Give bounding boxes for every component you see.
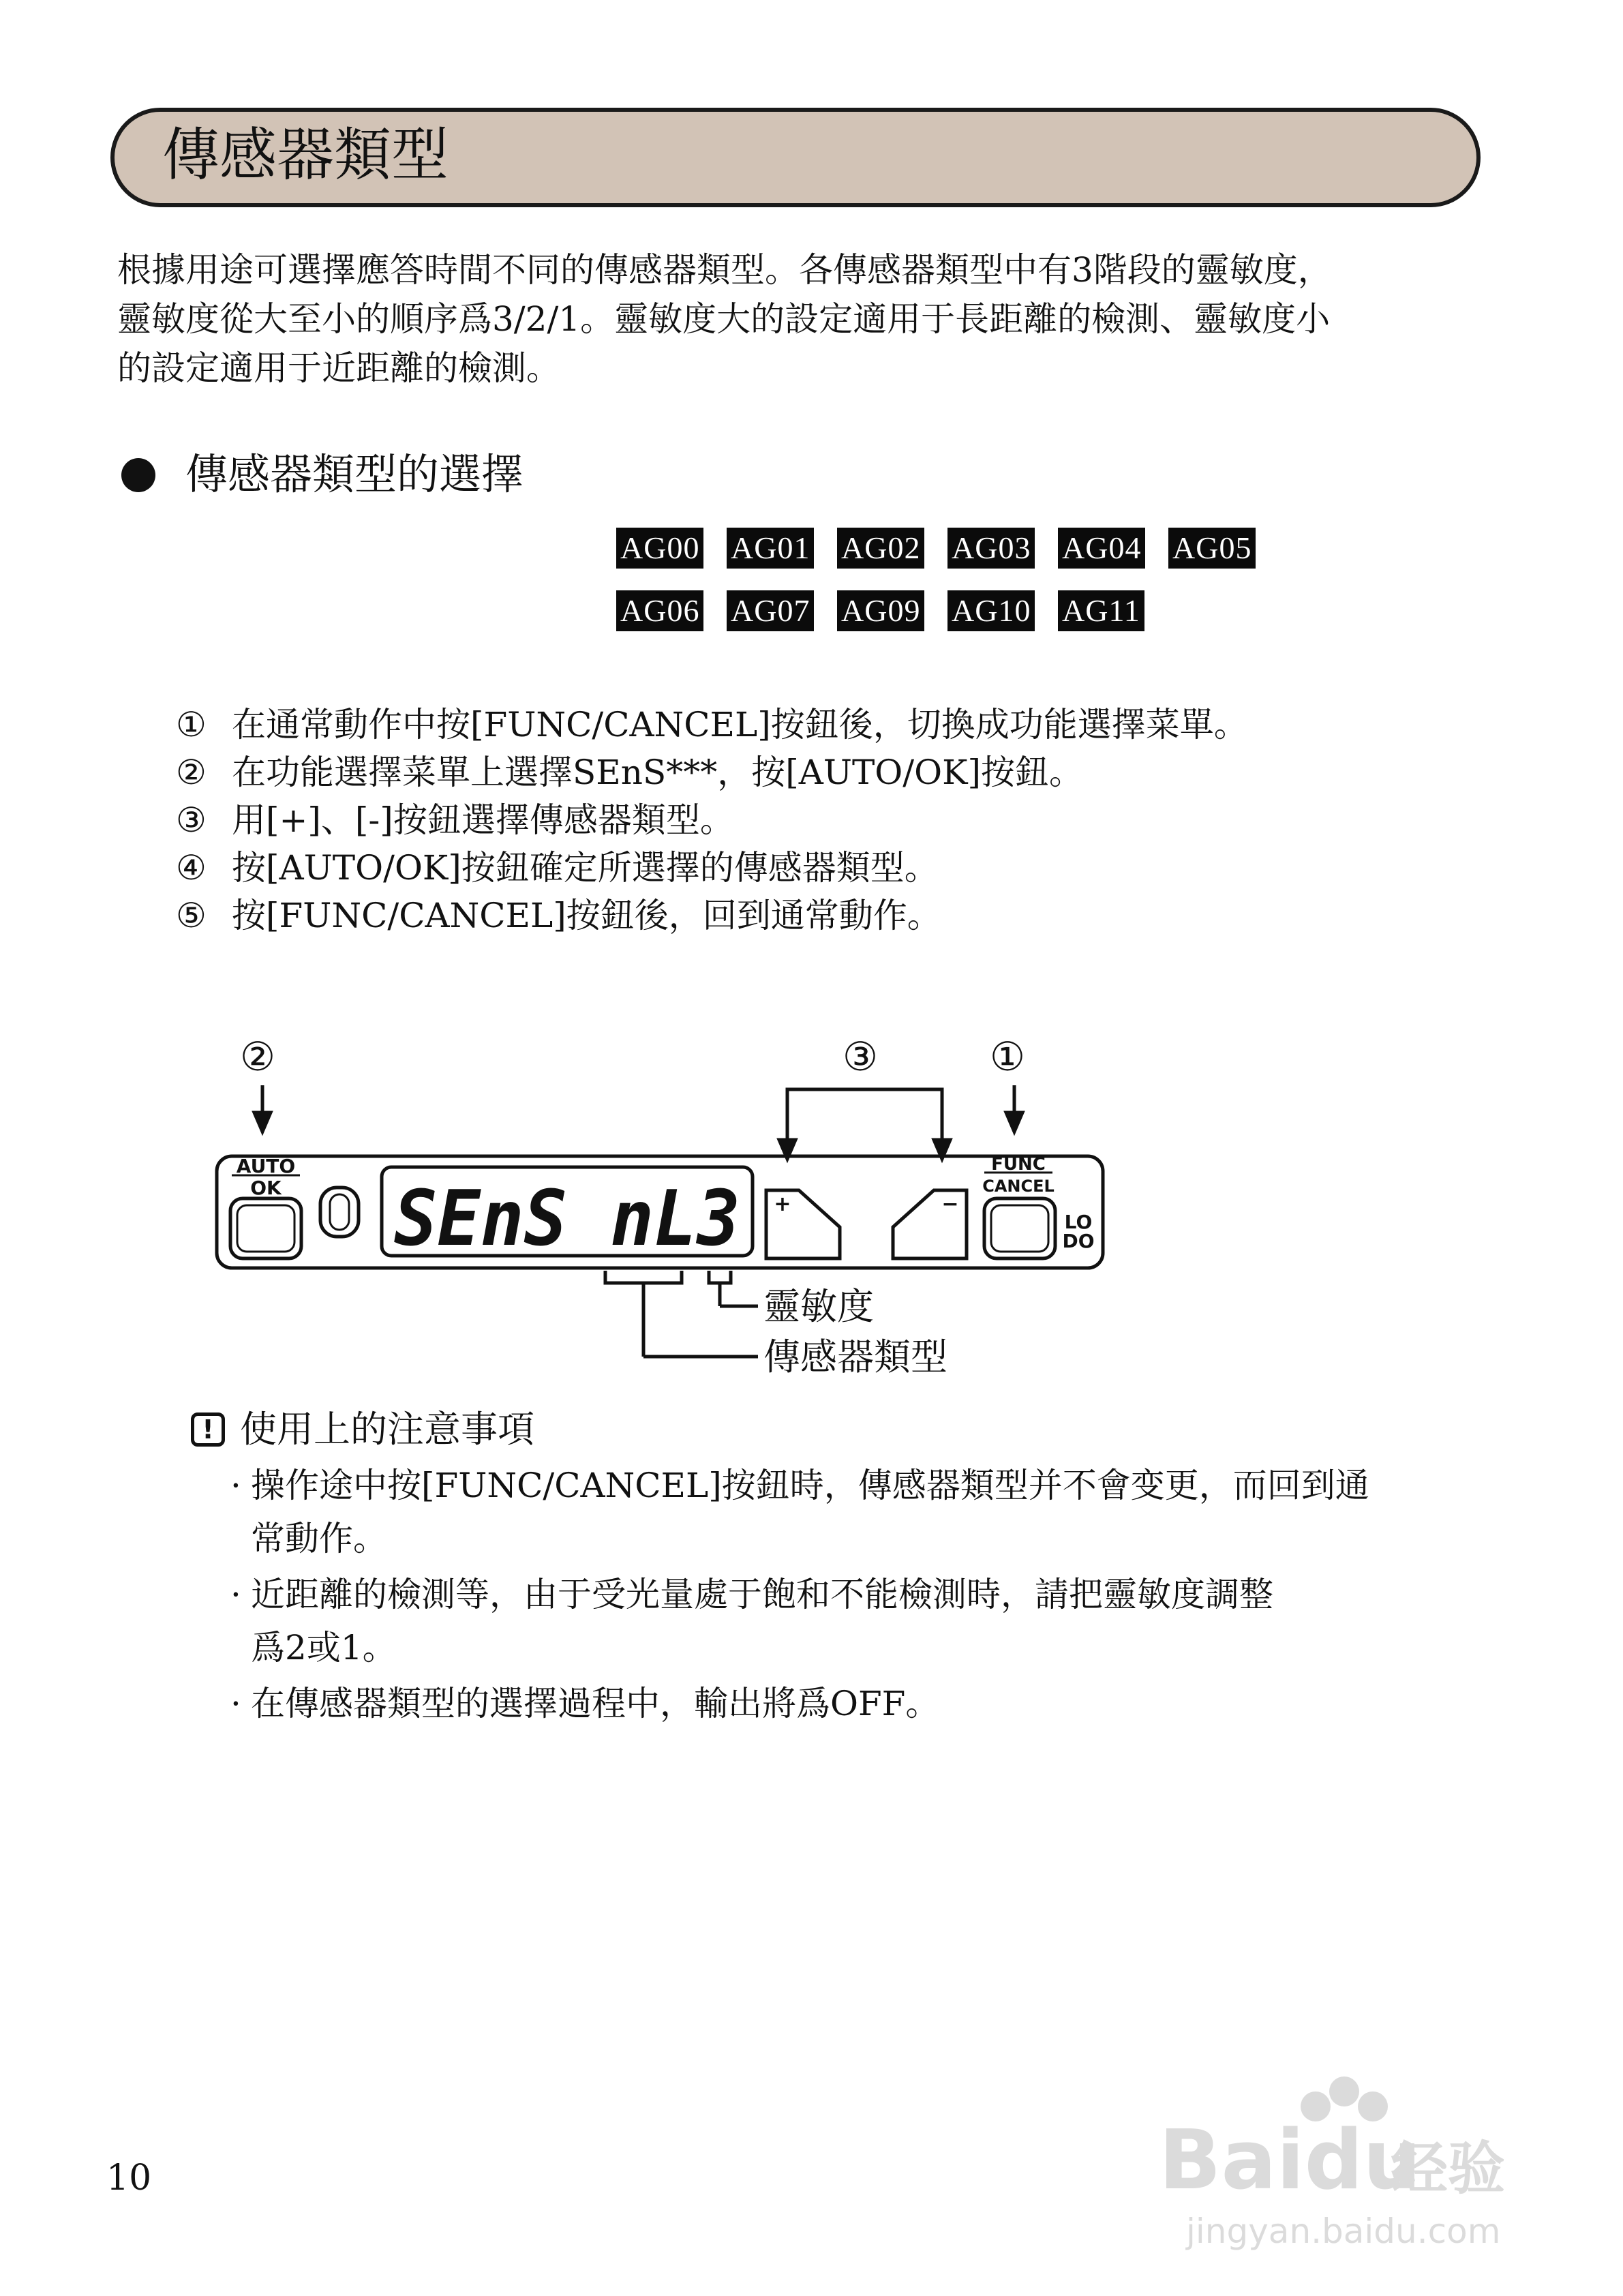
sensor-code: AG11 [1058, 590, 1144, 631]
note-line: 爲2或1。 [251, 1628, 397, 1667]
note-item [230, 1677, 1491, 1730]
auto-ok-button-inner [237, 1205, 294, 1252]
step-text: 在通常動作中按[FUNC/CANCEL]按鈕後，切換成功能選擇菜單。 [232, 705, 1248, 744]
step-number: ⑤ [176, 896, 207, 935]
warning-icon: ! [191, 1413, 225, 1447]
step-number: ① [176, 705, 207, 744]
note-item [230, 1568, 1491, 1674]
callout-3: ③ [843, 1033, 878, 1080]
step-text: 在功能選擇菜單上選擇SEnS***，按[AUTO/OK]按鈕。 [232, 753, 1083, 792]
minus-label: − [941, 1192, 959, 1216]
baidu-watermark-logo [1159, 2059, 1541, 2263]
page-number: 10 [106, 2158, 152, 2199]
step-number: ④ [176, 848, 207, 888]
note-bullet: · [230, 1466, 241, 1505]
note-line: 常動作。 [251, 1519, 387, 1558]
callout-2: ② [240, 1033, 275, 1080]
sensor-code: AG02 [837, 528, 924, 569]
note-bullet: · [230, 1684, 241, 1723]
sensor-code: AG06 [616, 590, 703, 631]
note-line: 近距離的檢測等，由于受光量處于飽和不能檢測時，請把靈敏度調整 [251, 1575, 1273, 1614]
watermark-url: jingyan.baidu.com [1186, 2211, 1501, 2251]
note-line: 在傳感器類型的選擇過程中，輸出將爲OFF。 [251, 1684, 940, 1723]
sensor-code: AG04 [1058, 528, 1145, 569]
notes-title: 使用上的注意事項 [240, 1408, 534, 1451]
intro-line: 的設定適用于近距離的檢測。 [117, 348, 560, 388]
sensor-code: AG03 [947, 528, 1035, 569]
note-item [230, 1459, 1491, 1565]
bracket-line [787, 1089, 942, 1145]
plus-label: + [774, 1192, 791, 1216]
arrow-down-icon [1006, 1113, 1022, 1132]
page-title: 傳感器類型 [162, 121, 449, 188]
step-text: 按[AUTO/OK]按鈕確定所選擇的傳感器類型。 [232, 848, 939, 888]
intro-line: 根據用途可選擇應答時間不同的傳感器類型。各傳感器類型中有3階段的靈敏度， [117, 250, 1332, 290]
step-number: ③ [176, 800, 207, 840]
sensor-code: AG10 [947, 590, 1035, 631]
sensor-type-label: 傳感器類型 [763, 1335, 947, 1378]
sensitivity-bracket [709, 1271, 731, 1283]
intro-line: 靈敏度從大至小的順序爲3/2/1。靈敏度大的設定適用于長距離的檢測、靈敏度小 [117, 299, 1331, 339]
sensor-type-bracket [605, 1271, 682, 1283]
lcd-display-text: SEnS nL3 [394, 1175, 740, 1263]
step-text: 按[FUNC/CANCEL]按鈕後，回到通常動作。 [232, 896, 941, 935]
ok-label: OK [250, 1177, 282, 1199]
sensitivity-label: 靈敏度 [763, 1285, 874, 1328]
note-bullet: · [230, 1575, 241, 1614]
sensor-code: AG05 [1168, 528, 1256, 569]
step-number: ② [176, 753, 207, 792]
do-label: DO [1062, 1230, 1095, 1252]
lo-label: LO [1064, 1211, 1093, 1233]
func-label: FUNC [991, 1154, 1046, 1175]
watermark-brand: Baidu [1159, 2113, 1421, 2208]
step-text: 用[+]、[-]按鈕選擇傳感器類型。 [232, 800, 734, 840]
sensor-code: AG00 [616, 528, 703, 569]
watermark-brand-cn: 经验 [1391, 2135, 1506, 2202]
callout-1: ① [990, 1033, 1025, 1080]
sensor-code: AG01 [727, 528, 814, 569]
note-line: 操作途中按[FUNC/CANCEL]按鈕時，傳感器類型并不會变更，而回到通 [251, 1466, 1369, 1505]
sensor-code: AG07 [727, 590, 814, 631]
sensor-code: AG09 [837, 590, 924, 631]
section-title: 傳感器類型的選擇 [185, 449, 524, 499]
auto-label: AUTO [236, 1155, 296, 1177]
arrow-down-icon [254, 1113, 271, 1132]
cancel-label: CANCEL [982, 1177, 1055, 1196]
